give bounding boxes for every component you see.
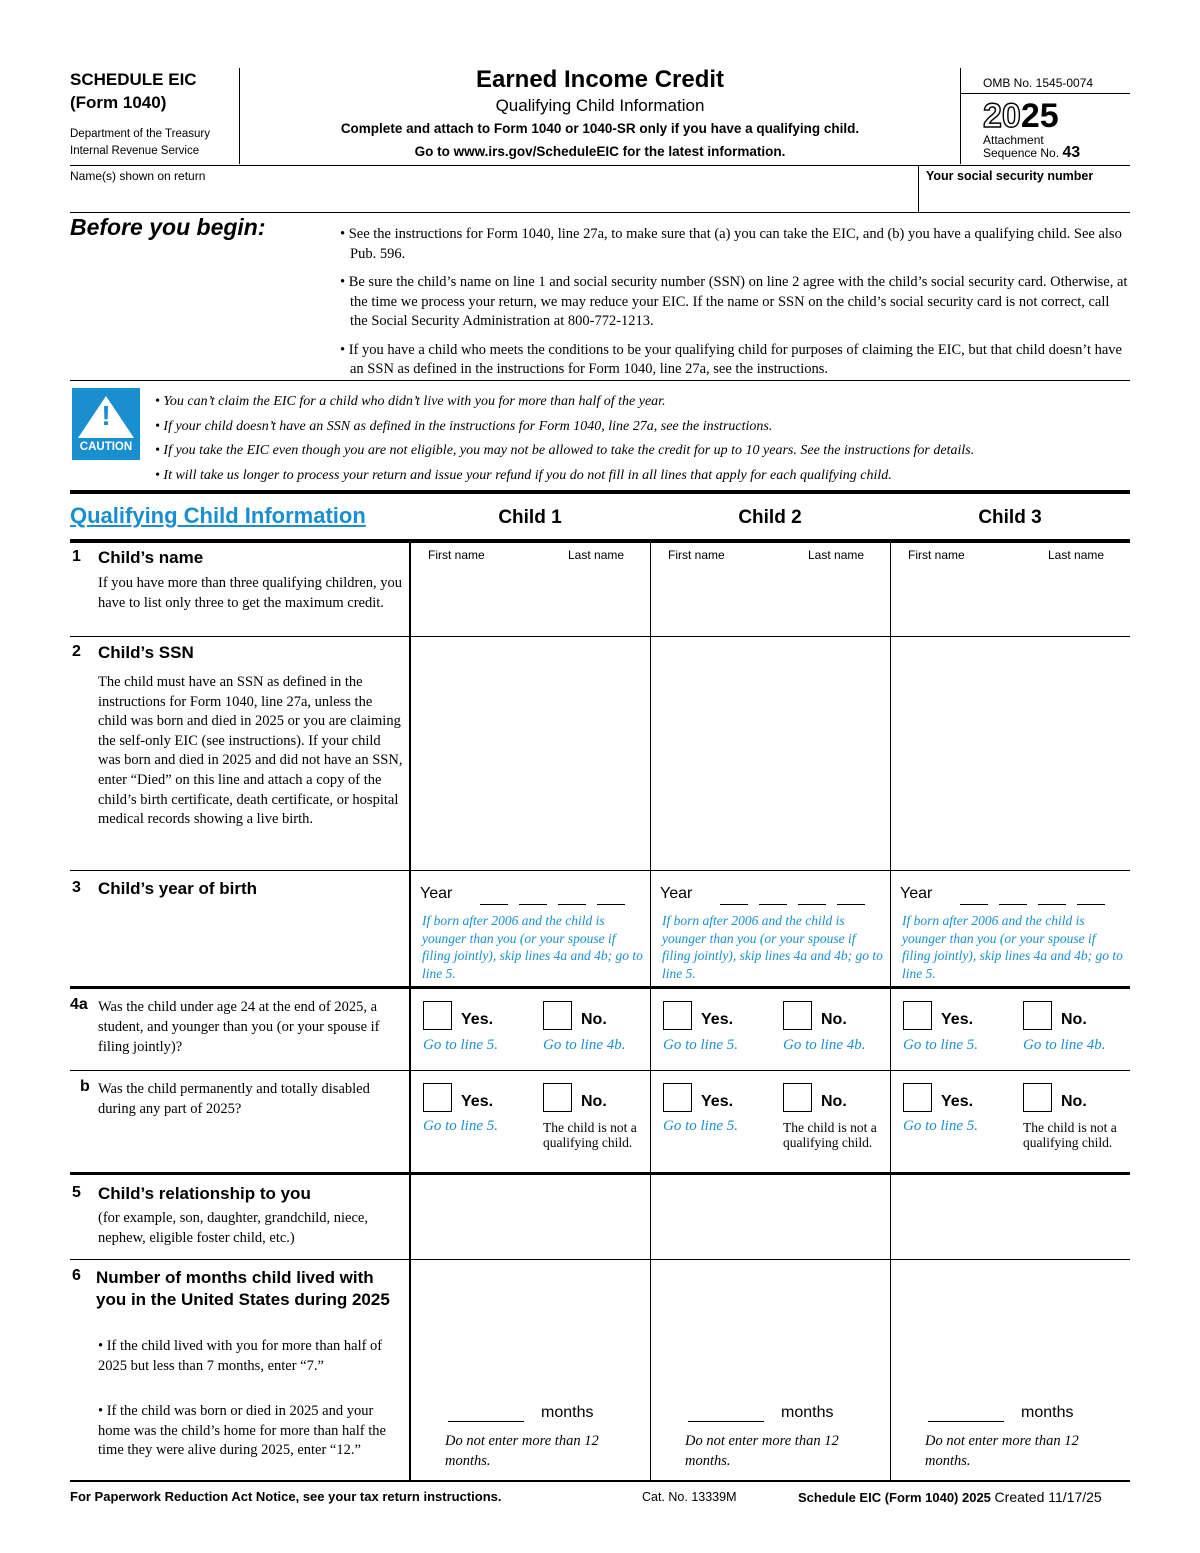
- child-1-4b-no-label: No.: [581, 1093, 607, 1110]
- before-you-begin-heading: Before you begin:: [70, 214, 266, 240]
- line-2-text: The child must have an SSN as defined in the instructions for Form 1040, line 27a, unless the child was born and died in 2025 or you are claiming the self-only EIC (see instructions). If your child was born and died in 2025 and did not have an SSN, enter “Died” on this line and attach a copy of the child’s birth certificate, death certificate, or hospital medical records showing a live birth.: [98, 674, 403, 828]
- your-ssn-label: Your social security number: [926, 169, 1094, 183]
- caution-bullet: • It will take us longer to process your return and issue your refund if you do not fill in all lines that apply for each qualifying child.: [155, 467, 892, 483]
- child-1-name-field[interactable]: [412, 568, 648, 634]
- child-2-4a-goto-5: Go to line 5.: [663, 1037, 738, 1053]
- caution-bullet: • If you take the EIC even though you are not eligible, you may not be allowed to take the credit for up to 10 years. See the instructions for details.: [155, 443, 975, 458]
- child-2-months-note: Do not enter more than 12 months.: [685, 1433, 839, 1469]
- child-2-4a-no-label: No.: [821, 1011, 847, 1028]
- omb-number: OMB No. 1545-0074: [983, 76, 1094, 90]
- child-1-months-label: months: [541, 1404, 594, 1421]
- irs-link-instruction[interactable]: Go to www.irs.gov/ScheduleEIC for the latest information.: [414, 144, 786, 159]
- child-1-first-name-label: First name: [428, 548, 485, 562]
- child-3-4a-yes-checkbox[interactable]: [903, 1001, 932, 1030]
- line-1-title: Child’s name: [98, 548, 204, 567]
- footer-created-date: Created 11/17/25: [994, 1489, 1102, 1505]
- tax-year-outline: 20: [983, 97, 1021, 135]
- child-2-4b-no-label: No.: [821, 1093, 847, 1110]
- child-1-year-field[interactable]: [478, 886, 638, 906]
- child-2-4b-yes-checkbox[interactable]: [663, 1083, 692, 1112]
- names-on-return-label: Name(s) shown on return: [70, 169, 206, 183]
- child-1-heading: Child 1: [498, 507, 562, 528]
- child-3-months-field[interactable]: [928, 1404, 1004, 1422]
- child-2-heading: Child 2: [738, 507, 802, 528]
- child-3-months-label: months: [1021, 1404, 1074, 1421]
- child-2-4b-no-checkbox[interactable]: [783, 1083, 812, 1112]
- child-3-year-note: If born after 2006 and the child is younger than you (or your spouse if filing jointly), skip lines 4a and 4b; go to line 5.: [902, 913, 1123, 981]
- before-bullet: • Be sure the child’s name on line 1 and social security number (SSN) on line 2 agree with the child’s social security card. Otherwise, at the time we process your return, we may reduce your EIC. If the name or SSN on the child’s social security card is not correct, call the Social Security Administration at 800-772-1213.: [340, 274, 1128, 329]
- child-1-4b-yes-checkbox[interactable]: [423, 1083, 452, 1112]
- line-2-title: Child’s SSN: [98, 643, 194, 662]
- tax-year-bold: 25: [1020, 97, 1059, 135]
- before-bullet: • If you have a child who meets the conditions to be your qualifying child for purposes of claiming the EIC, but that child doesn’t have an SSN as defined in the instructions for Form 1040, line 27a, see the instructions.: [340, 341, 1122, 377]
- child-3-heading: Child 3: [978, 507, 1042, 528]
- child-3-4a-no-checkbox[interactable]: [1023, 1001, 1052, 1030]
- child-3-4a-no-label: No.: [1061, 1011, 1087, 1028]
- line-4b-text: Was the child permanently and totally disabled during any part of 2025?: [98, 1081, 370, 1117]
- line-6-bullet-2: • If the child was born or died in 2025 and your home was the child’s home for more than half the time they were alive during 2025, enter “12.”: [98, 1403, 386, 1459]
- line-1-text: If you have more than three qualifying children, you have to list only three to get the maximum credit.: [98, 575, 402, 611]
- child-3-4a-goto-4b: Go to line 4b.: [1023, 1037, 1106, 1053]
- dept-treasury: Department of the Treasury: [70, 128, 210, 140]
- footer-form-id: [798, 1489, 1102, 1505]
- names-on-return-field[interactable]: [72, 186, 912, 210]
- sequence-text: Sequence No.: [983, 146, 1060, 160]
- child-1-year-label: Year: [420, 885, 453, 902]
- child-3-4b-no-checkbox[interactable]: [1023, 1083, 1052, 1112]
- child-1-4b-not-qualifying: The child is not a qualifying child.: [543, 1120, 637, 1150]
- form-subtitle: Qualifying Child Information: [495, 96, 705, 115]
- child-3-months-note: Do not enter more than 12 months.: [925, 1433, 1079, 1469]
- line-4a-number: 4a: [70, 996, 88, 1013]
- child-1-last-name-label: Last name: [568, 548, 625, 562]
- line-6-number: 6: [72, 1267, 81, 1284]
- schedule-label: SCHEDULE EIC: [70, 70, 197, 89]
- attach-instruction: Complete and attach to Form 1040 or 1040-SR only if you have a qualifying child.: [340, 121, 860, 136]
- child-2-year-field[interactable]: [718, 886, 878, 906]
- child-3-name-field[interactable]: [892, 568, 1128, 634]
- child-1-4a-no-label: No.: [581, 1011, 607, 1028]
- catalog-number: Cat. No. 13339M: [642, 1490, 737, 1504]
- before-bullet: • See the instructions for Form 1040, line 27a, to make sure that (a) you can take the EIC, and (b) you have a qualifying child. See also Pub. 596.: [340, 226, 1122, 262]
- line-2-number: 2: [72, 643, 81, 660]
- child-1-4a-yes-label: Yes.: [461, 1011, 494, 1028]
- child-3-year-field[interactable]: [958, 886, 1118, 906]
- footer-schedule-name: Schedule EIC (Form 1040) 2025: [798, 1490, 991, 1505]
- child-3-4b-yes-label: Yes.: [941, 1093, 974, 1110]
- paperwork-notice: For Paperwork Reduction Act Notice, see your tax return instructions.: [70, 1489, 502, 1504]
- line-3-number: 3: [72, 879, 81, 896]
- caution-bullet: • You can’t claim the EIC for a child who didn’t live with you for more than half of the year.: [155, 394, 666, 409]
- child-1-4b-no-checkbox[interactable]: [543, 1083, 572, 1112]
- child-3-4b-no-label: No.: [1061, 1093, 1087, 1110]
- child-1-ssn-field[interactable]: [412, 640, 648, 868]
- caution-bullets: [155, 390, 1135, 488]
- line-1-number: 1: [72, 548, 81, 565]
- line-6-title: Number of months child lived with you in the United States during 2025: [96, 1268, 390, 1309]
- child-3-first-name-label: First name: [908, 548, 965, 562]
- child-3-4a-goto-5: Go to line 5.: [903, 1037, 978, 1053]
- child-1-4b-goto-5: Go to line 5.: [423, 1118, 498, 1134]
- child-2-4b-goto-5: Go to line 5.: [663, 1118, 738, 1134]
- child-1-4a-yes-checkbox[interactable]: [423, 1001, 452, 1030]
- tax-year: [983, 97, 1059, 135]
- line-6-bullet-1: • If the child lived with you for more than half of 2025 but less than 7 months, enter “7.”: [98, 1338, 383, 1374]
- child-2-months-field[interactable]: [688, 1404, 764, 1422]
- child-1-4a-goto-5: Go to line 5.: [423, 1037, 498, 1053]
- child-1-4a-goto-4b: Go to line 4b.: [543, 1037, 626, 1053]
- attachment-label: Attachment: [983, 133, 1044, 147]
- child-2-last-name-label: Last name: [808, 548, 865, 562]
- child-2-months-label: months: [781, 1404, 834, 1421]
- form-label: (Form 1040): [70, 93, 167, 112]
- child-3-last-name-label: Last name: [1048, 548, 1105, 562]
- child-1-4a-no-checkbox[interactable]: [543, 1001, 572, 1030]
- child-2-4b-not-qualifying: The child is not a qualifying child.: [783, 1120, 877, 1150]
- child-3-year-label: Year: [900, 885, 933, 902]
- child-2-name-field[interactable]: [652, 568, 888, 634]
- child-1-months-field[interactable]: [448, 1404, 524, 1422]
- child-3-4b-not-qualifying: The child is not a qualifying child.: [1023, 1120, 1117, 1150]
- caution-label: CAUTION: [79, 441, 133, 453]
- child-2-4a-goto-4b: Go to line 4b.: [783, 1037, 866, 1053]
- line-4b-number: b: [80, 1078, 90, 1095]
- child-2-year-label: Year: [660, 885, 693, 902]
- child-2-ssn-field[interactable]: [652, 640, 888, 868]
- caution-mark: !: [101, 400, 111, 431]
- child-1-relationship-field[interactable]: [412, 1178, 648, 1256]
- dept-irs: Internal Revenue Service: [70, 145, 200, 157]
- child-3-4b-yes-checkbox[interactable]: [903, 1083, 932, 1112]
- before-you-begin-bullets: [340, 225, 1130, 380]
- caution-bullet: • If your child doesn’t have an SSN as defined in the instructions for Form 1040, line 27a, see the instructions.: [155, 418, 773, 434]
- sequence-number: 43: [1062, 144, 1081, 161]
- line-3-title: Child’s year of birth: [98, 879, 258, 898]
- sequence-label: [983, 146, 1080, 160]
- qualifying-child-heading: Qualifying Child Information: [70, 503, 366, 528]
- child-2-4a-no-checkbox[interactable]: [783, 1001, 812, 1030]
- your-ssn-field[interactable]: [922, 186, 1128, 210]
- child-2-first-name-label: First name: [668, 548, 725, 562]
- child-1-months-note: Do not enter more than 12 months.: [445, 1433, 599, 1469]
- line-5-text: (for example, son, daughter, grandchild, niece, nephew, eligible foster child, etc.): [98, 1210, 368, 1246]
- form-title: Earned Income Credit: [475, 66, 725, 93]
- child-3-relationship-field[interactable]: [892, 1178, 1128, 1256]
- line-5-title: Child’s relationship to you: [98, 1184, 311, 1203]
- child-1-4b-yes-label: Yes.: [461, 1093, 494, 1110]
- line-5-number: 5: [72, 1184, 81, 1201]
- child-1-year-note: If born after 2006 and the child is younger than you (or your spouse if filing jointly), skip lines 4a and 4b; go to line 5.: [422, 913, 643, 981]
- line-4a-text: Was the child under age 24 at the end of 2025, a student, and younger than you (or your spouse if filing jointly)?: [98, 999, 380, 1055]
- child-2-4b-yes-label: Yes.: [701, 1093, 734, 1110]
- caution-box: [72, 388, 140, 460]
- child-2-year-note: If born after 2006 and the child is younger than you (or your spouse if filing jointly), skip lines 4a and 4b; go to line 5.: [662, 913, 883, 981]
- child-2-4a-yes-checkbox[interactable]: [663, 1001, 692, 1030]
- child-3-4b-goto-5: Go to line 5.: [903, 1118, 978, 1134]
- child-2-relationship-field[interactable]: [652, 1178, 888, 1256]
- child-2-4a-yes-label: Yes.: [701, 1011, 734, 1028]
- child-3-4a-yes-label: Yes.: [941, 1011, 974, 1028]
- child-3-ssn-field[interactable]: [892, 640, 1128, 868]
